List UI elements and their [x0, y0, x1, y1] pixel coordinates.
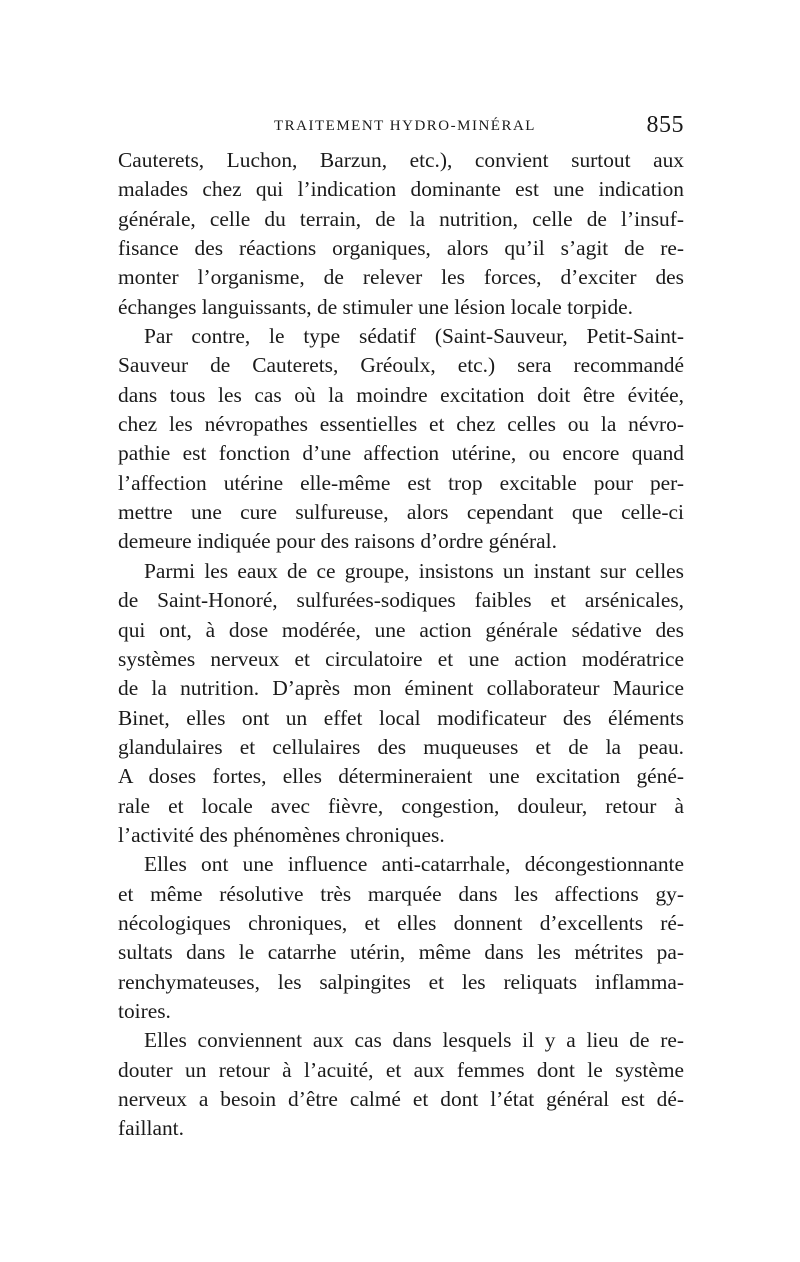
- text-line: douter un retour à l’acuité, et aux femmes dont le système: [118, 1057, 684, 1082]
- text-line: mettre une cure sulfureuse, alors cependant que celle-ci: [118, 500, 684, 525]
- running-head: [118, 112, 684, 142]
- text-line: glandulaires et cellulaires des muqueuses et de la peau.: [118, 734, 684, 759]
- text-line: nécologiques chroniques, et elles donnent d’excellents ré-: [118, 910, 684, 935]
- text-line: échanges languissants, de stimuler une lésion locale torpide.: [118, 294, 634, 319]
- text-line: Sauveur de Cauterets, Gréoulx, etc.) sera recommandé: [118, 353, 684, 378]
- page-number: 855: [646, 112, 684, 138]
- text-line: malades chez qui l’indication dominante est une indication: [118, 177, 684, 202]
- text-line: générale, celle du terrain, de la nutrition, celle de l’insuf-: [118, 206, 684, 231]
- text-line: l’affection utérine elle-même est trop excitable pour per-: [118, 470, 684, 495]
- text-line: monter l’organisme, de relever les forces, d’exciter des: [118, 265, 684, 290]
- text-line: dans tous les cas où la moindre excitation doit être évitée,: [118, 382, 684, 407]
- paragraph-first-line: Elles conviennent aux cas dans lesquels il y a lieu de re-: [144, 1028, 684, 1053]
- text-line: et même résolutive très marquée dans les affections gy-: [118, 881, 684, 906]
- paragraph-first-line: Parmi les eaux de ce groupe, insistons un instant sur celles: [144, 558, 684, 583]
- text-line: faillant.: [118, 1116, 184, 1141]
- text-line: systèmes nerveux et circulatoire et une action modératrice: [118, 646, 684, 671]
- text-line: pathie est fonction d’une affection utérine, ou encore quand: [118, 441, 684, 466]
- text-line: renchymateuses, les salpingites et les reliquats inflamma-: [118, 969, 684, 994]
- text-line: Cauterets, Luchon, Barzun, etc.), convient surtout aux: [118, 148, 684, 172]
- text-line: qui ont, à dose modérée, une action générale sédative des: [118, 617, 684, 642]
- text-line: demeure indiquée pour des raisons d’ordre général.: [118, 529, 557, 554]
- paragraph-first-line: Par contre, le type sédatif (Saint-Sauveur, Petit-Saint-: [144, 324, 684, 349]
- text-line: A doses fortes, elles détermineraient une excitation géné-: [118, 764, 684, 789]
- text-line: toires.: [118, 998, 171, 1023]
- text-line: nerveux a besoin d’être calmé et dont l’état général est dé-: [118, 1087, 684, 1111]
- text-line: rale et locale avec fièvre, congestion, douleur, retour à: [118, 793, 684, 818]
- text-line: sultats dans le catarrhe utérin, même dans les métrites pa-: [118, 940, 684, 965]
- text-line: Binet, elles ont un effet local modificateur des éléments: [118, 705, 684, 730]
- text-line: fisance des réactions organiques, alors qu’il s’agit de re-: [118, 236, 684, 261]
- text-line: l’activité des phénomènes chroniques.: [118, 822, 445, 847]
- text-line: de la nutrition. D’après mon éminent collaborateur Maurice: [118, 676, 684, 701]
- text-line: chez les névropathes essentielles et chez celles ou la névro-: [118, 412, 684, 437]
- running-head-title: TRAITEMENT HYDRO-MINÉRAL: [274, 118, 536, 134]
- paragraph-first-line: Elles ont une influence anti-catarrhale, décongestionnante: [144, 852, 684, 877]
- body-text: [118, 146, 684, 1144]
- text-line: de Saint-Honoré, sulfurées-sodiques faibles et arsénicales,: [118, 588, 684, 613]
